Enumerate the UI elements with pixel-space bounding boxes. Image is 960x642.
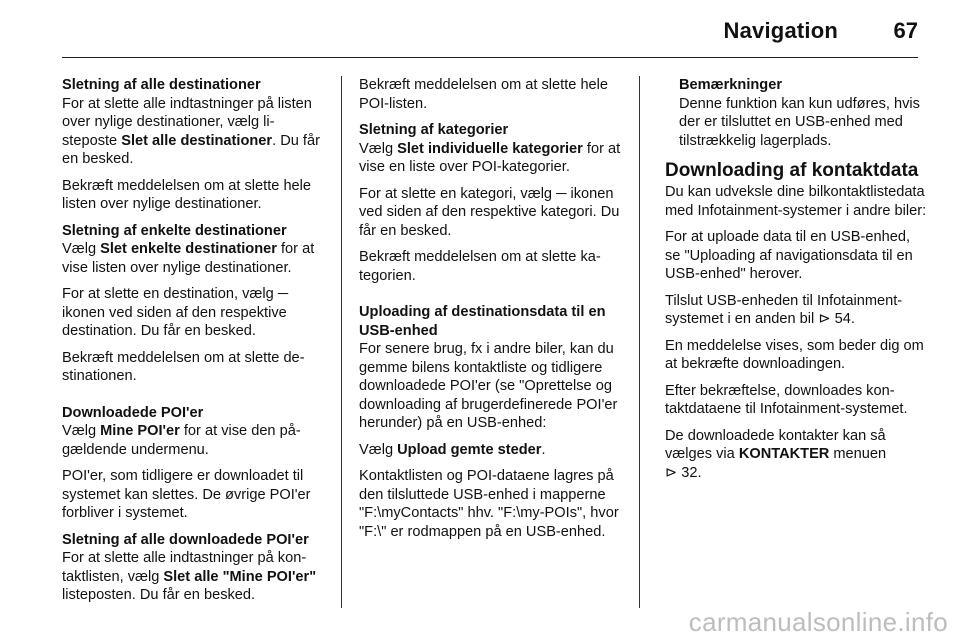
column-3 bbox=[665, 76, 927, 490]
paragraph: Vælg Upload gemte steder. bbox=[359, 441, 546, 458]
page-ref: 32 bbox=[681, 464, 698, 481]
page-number: 67 bbox=[893, 18, 918, 43]
column-1 bbox=[62, 76, 324, 613]
column-divider bbox=[639, 76, 640, 608]
paragraph: For at slette alle indtastninger på listen over nylige destinationer, vælg listeposte Slet alle destinationer. Du får en besked. bbox=[62, 95, 320, 167]
paragraph: Bekræft meddelelsen om at slette destinationen. bbox=[62, 349, 305, 384]
paragraph: En meddelelse vises, som beder dig om at bekræfte downloadingen. bbox=[665, 337, 924, 372]
header-title: Navigation bbox=[723, 18, 838, 43]
paragraph: Vælg Mine POI'er for at vise den pågældende undermenu. bbox=[62, 423, 301, 458]
paragraph: Bekræft meddelelsen om at slette kategorien. bbox=[359, 249, 601, 284]
note-heading: Bemærkninger bbox=[679, 77, 782, 93]
paragraph: Du kan udveksle dine bilkontaktlistedata med Infotainment-systemer i andre biler: bbox=[665, 184, 927, 219]
section-heading: Sletning af alle downloadede POI'er bbox=[62, 531, 309, 548]
paragraph: Kontaktlisten og POI-dataene lagres på den tilsluttede USB-enhed i mapperne "F:\myContacts" hhv. "F:\my-POIs", hvor "F:\" er rodmappen på en USB-enhed. bbox=[359, 468, 619, 540]
section-heading: Downloadede POI'er bbox=[62, 404, 204, 421]
paragraph: Bekræft meddelelsen om at slette hele listen over nylige destinationer. bbox=[62, 177, 312, 212]
column-divider bbox=[341, 76, 342, 608]
column-2 bbox=[359, 76, 621, 549]
paragraph: For at slette alle indtastninger på kontaktlisten, vælg Slet alle "Mine POI'er" listeposten. Du får en besked. bbox=[62, 550, 317, 603]
section-heading: Sletning af enkelte destinationer bbox=[62, 222, 287, 239]
paragraph: For at uploade data til en USB-enhed, se "Uploading af navigationsdata til en USB-enhed" herover. bbox=[665, 229, 913, 282]
watermark: carmanualsonline.info bbox=[688, 607, 948, 637]
section-heading: Uploading af destinationsdata til en USB-enhed bbox=[359, 304, 606, 339]
page-ref-arrow-icon: ⊳ bbox=[818, 311, 831, 327]
page-ref-arrow-icon: ⊳ bbox=[665, 464, 678, 481]
paragraph: For at slette en kategori, vælg ─ ikonen ved siden af den respektive kategori. Du får en besked. bbox=[359, 185, 620, 239]
paragraph: POI'er, som tidligere er downloadet til systemet kan slettes. De øvrige POI'er forbliver i systemet. bbox=[62, 468, 311, 521]
paragraph: Tilslut USB-enheden til Infotainment-systemet i en anden bil ⊳ 54. bbox=[665, 292, 903, 327]
paragraph: Efter bekræftelse, downloades kontaktdataene til Infotainment-systemet. bbox=[665, 382, 908, 417]
paragraph: For at slette en destination, vælg ─ ikonen ved siden af den respektive destination. Du får en besked. bbox=[62, 286, 289, 339]
paragraph: Vælg Slet enkelte destinationer for at vise listen over nylige destinationer. bbox=[62, 241, 315, 276]
paragraph: Bekræft meddelelsen om at slette hele POI-listen. bbox=[359, 77, 609, 112]
section-heading: Sletning af alle destinationer bbox=[62, 77, 261, 93]
page-header bbox=[62, 0, 918, 58]
paragraph: De downloadede kontakter kan så vælges via KONTAKTER menuen ⊳ 32. bbox=[665, 427, 887, 481]
paragraph: For senere brug, fx i andre biler, kan du gemme bilens kontaktliste og tidligere downloadede POI'er (se "Oprettelse og downloading af brugerdefinerede POI'er herunder) på en USB-enhed: bbox=[359, 341, 618, 431]
page-ref: 54 bbox=[834, 311, 851, 327]
note-text: Denne funktion kan kun udføres, hvis der er tilsluttet en USB-enhed med tilstrækkelig lagerplads. bbox=[679, 95, 920, 149]
section-heading: Sletning af kategorier bbox=[359, 122, 509, 138]
note-block bbox=[665, 76, 927, 150]
section-title: Downloading af kontaktdata bbox=[665, 160, 919, 181]
paragraph: Vælg Slet individuelle kategorier for at vise en liste over POI-kategorier. bbox=[359, 140, 621, 175]
